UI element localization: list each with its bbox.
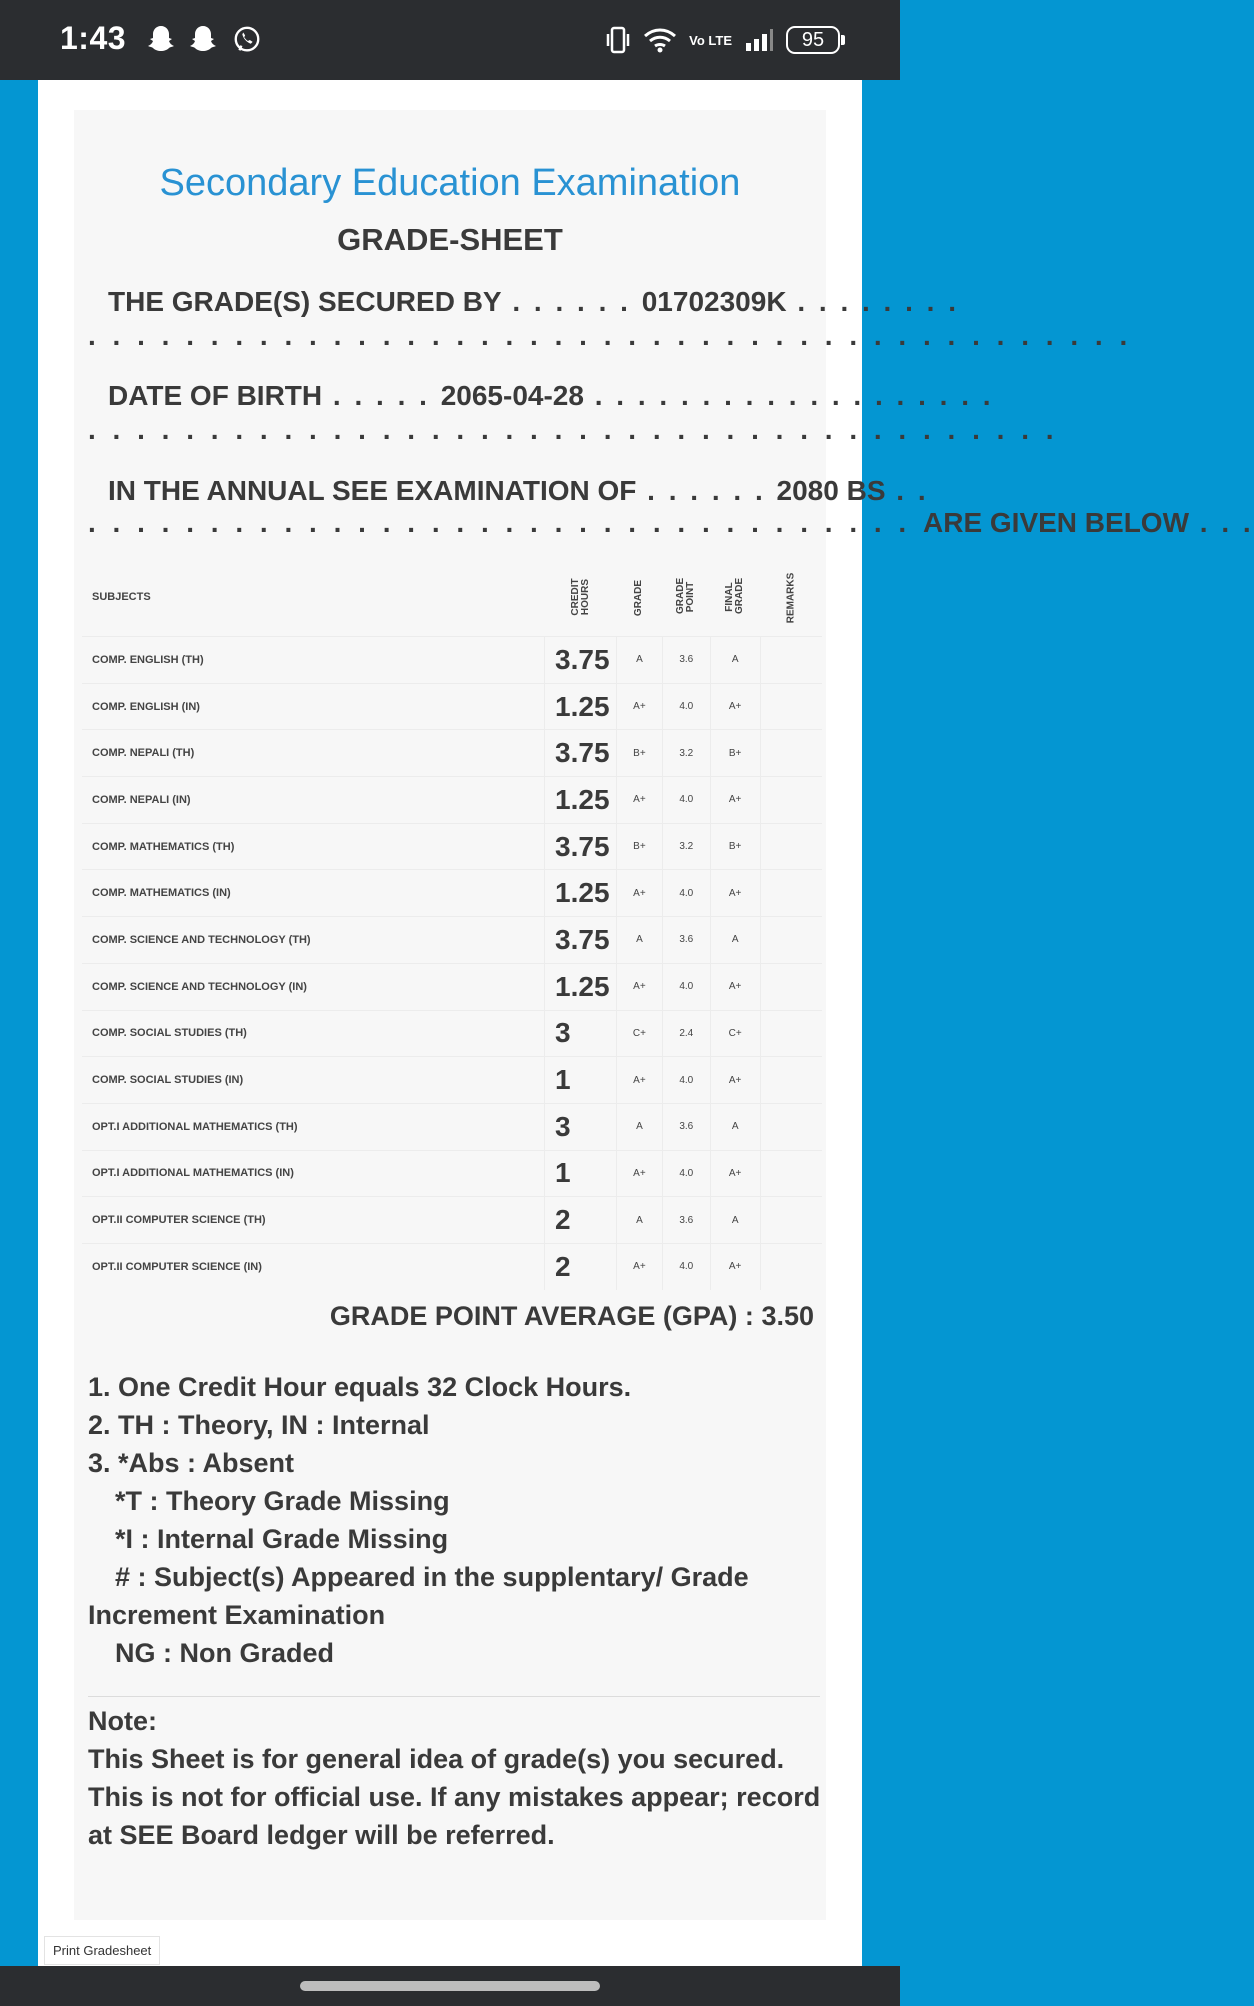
grade-cell: B+ — [616, 823, 662, 870]
grade-cell: A — [616, 1197, 662, 1244]
grade-cell: A+ — [616, 870, 662, 917]
remarks-cell — [760, 963, 822, 1010]
header-remarks: REMARKS — [785, 572, 797, 623]
final-grade-cell: A+ — [710, 1243, 760, 1289]
grade-cell: A+ — [616, 1150, 662, 1197]
table-row — [82, 823, 822, 870]
credit-hours-cell: 1 — [545, 1150, 617, 1197]
grades-table — [82, 558, 822, 1290]
grade-point-cell: 4.0 — [662, 963, 710, 1010]
subject-cell: COMP. ENGLISH (TH) — [82, 637, 545, 684]
note-item: Increment Examination — [88, 1600, 386, 1630]
subject-cell: COMP. SCIENCE AND TECHNOLOGY (TH) — [82, 917, 545, 964]
subject-cell: COMP. NEPALI (TH) — [82, 730, 545, 777]
subject-cell: OPT.II COMPUTER SCIENCE (TH) — [82, 1197, 545, 1244]
credit-hours-cell: 3.75 — [545, 917, 617, 964]
gpa-label: GRADE POINT AVERAGE (GPA) : — [329, 1301, 754, 1331]
table-row — [82, 963, 822, 1010]
final-grade-cell: A+ — [710, 1057, 760, 1104]
exam-year: 2080 BS — [776, 475, 886, 506]
subject-cell: COMP. MATHEMATICS (TH) — [82, 823, 545, 870]
volte-icon: Vo LTE — [689, 32, 732, 48]
table-row — [82, 870, 822, 917]
remarks-cell — [760, 870, 822, 917]
status-bar — [0, 0, 900, 80]
table-row — [82, 730, 822, 777]
note-heading: Note: — [88, 1706, 157, 1736]
gpa-line — [330, 1301, 814, 1332]
dob-value: 2065-04-28 — [440, 380, 584, 411]
credit-hours-cell: 3.75 — [545, 823, 617, 870]
battery-indicator: 95 — [786, 26, 840, 54]
subject-cell: OPT.II COMPUTER SCIENCE (IN) — [82, 1243, 545, 1289]
dob-line: DATE OF BIRTH . . . . . 2065-04-28 . . . . . . . . . . . . . . . . . . . — [88, 380, 818, 412]
grade-point-cell: 2.4 — [662, 1010, 710, 1057]
note-item: *T : Theory Grade Missing — [115, 1486, 450, 1516]
grade-cell: A+ — [616, 1057, 662, 1104]
notes-list — [88, 1368, 822, 1672]
dob-label: DATE OF BIRTH — [108, 380, 323, 411]
grade-point-cell: 4.0 — [662, 1150, 710, 1197]
remarks-cell — [760, 1150, 822, 1197]
remarks-cell — [760, 917, 822, 964]
subject-cell: COMP. SOCIAL STUDIES (IN) — [82, 1057, 545, 1104]
table-row — [82, 1010, 822, 1057]
divider — [88, 1696, 820, 1697]
table-row — [82, 1150, 822, 1197]
subject-cell: COMP. MATHEMATICS (IN) — [82, 870, 545, 917]
wifi-icon — [643, 26, 677, 54]
dots-filler: . . . . . . . . . . . . . . . . . . . . . . . . . . . . . . . . . . . . . . . . — [88, 414, 1059, 445]
exam-title: Secondary Education Examination — [159, 162, 741, 204]
remarks-cell — [760, 1197, 822, 1244]
table-row — [82, 1197, 822, 1244]
note-item: 1. One Credit Hour equals 32 Clock Hours. — [88, 1372, 632, 1402]
remarks-cell — [760, 1057, 822, 1104]
grade-cell: A+ — [616, 683, 662, 730]
grade-cell: A+ — [616, 1243, 662, 1289]
exam-label: IN THE ANNUAL SEE EXAMINATION OF — [108, 475, 637, 506]
home-gesture-handle[interactable] — [300, 1981, 600, 1991]
print-gradesheet-button[interactable]: Print Gradesheet — [44, 1936, 160, 1965]
secured-by-line: THE GRADE(S) SECURED BY . . . . . . 01702309K . . . . . . . . — [88, 286, 818, 318]
header-subjects: SUBJECTS — [92, 591, 151, 603]
subject-cell: COMP. ENGLISH (IN) — [82, 683, 545, 730]
note-item: 3. *Abs : Absent — [88, 1448, 295, 1478]
table-row — [82, 683, 822, 730]
viber-icon — [232, 24, 262, 56]
remarks-cell — [760, 1243, 822, 1289]
credit-hours-cell: 3 — [545, 1103, 617, 1150]
final-grade-cell: A — [710, 637, 760, 684]
remarks-cell — [760, 1103, 822, 1150]
final-grade-cell: C+ — [710, 1010, 760, 1057]
remarks-cell — [760, 730, 822, 777]
final-grade-cell: A — [710, 1103, 760, 1150]
remarks-cell — [760, 637, 822, 684]
gpa-value: 3.50 — [761, 1301, 814, 1331]
grade-point-cell: 3.6 — [662, 637, 710, 684]
grade-point-cell: 4.0 — [662, 1057, 710, 1104]
grade-point-cell: 3.6 — [662, 1197, 710, 1244]
grade-point-cell: 3.2 — [662, 730, 710, 777]
signal-icon — [744, 27, 774, 53]
grade-cell: A+ — [616, 963, 662, 1010]
navigation-bar — [0, 1966, 900, 2006]
exam-line: IN THE ANNUAL SEE EXAMINATION OF . . . . . . 2080 BS . . — [88, 475, 818, 507]
credit-hours-cell: 2 — [545, 1197, 617, 1244]
snapchat-icon — [146, 24, 176, 56]
final-grade-cell: A — [710, 1197, 760, 1244]
note-item: NG : Non Graded — [115, 1638, 335, 1668]
disclaimer — [88, 1702, 822, 1854]
subject-cell: OPT.I ADDITIONAL MATHEMATICS (TH) — [82, 1103, 545, 1150]
final-grade-cell: B+ — [710, 730, 760, 777]
table-row — [82, 1057, 822, 1104]
credit-hours-cell: 1.25 — [545, 963, 617, 1010]
subject-cell: COMP. SCIENCE AND TECHNOLOGY (IN) — [82, 963, 545, 1010]
table-row — [82, 1103, 822, 1150]
remarks-cell — [760, 683, 822, 730]
header-grade: GRADE — [633, 579, 645, 616]
final-grade-cell: A+ — [710, 1150, 760, 1197]
grade-cell: C+ — [616, 1010, 662, 1057]
remarks-cell — [760, 1010, 822, 1057]
credit-hours-cell: 1.25 — [545, 777, 617, 824]
grade-cell: A+ — [616, 777, 662, 824]
grade-cell: A — [616, 637, 662, 684]
page-frame — [38, 80, 1254, 1966]
vibrate-icon — [605, 25, 631, 55]
snapchat-icon-2 — [188, 24, 218, 56]
grade-point-cell: 4.0 — [662, 1243, 710, 1289]
note-item: *I : Internal Grade Missing — [115, 1524, 449, 1554]
given-below-line: . . . . . . . . . . . . . . . . . . . . . . . . . . . . . . . . . . ARE GIVEN BELOW . . . — [88, 507, 1254, 538]
table-row — [82, 637, 822, 684]
credit-hours-cell: 1 — [545, 1057, 617, 1104]
table-row — [82, 1243, 822, 1289]
grade-cell: A — [616, 917, 662, 964]
note-item: # : Subject(s) Appeared in the supplentary/ Grade — [115, 1562, 749, 1592]
remarks-cell — [760, 777, 822, 824]
subject-cell: COMP. NEPALI (IN) — [82, 777, 545, 824]
table-row — [82, 777, 822, 824]
status-icons — [605, 18, 840, 62]
dots-filler: . . . . . . . . . . . . . . . . . . . . . . . . . . . . . . . . . . . . . . . . . . . — [88, 320, 1132, 351]
subject-cell: OPT.I ADDITIONAL MATHEMATICS (IN) — [82, 1150, 545, 1197]
remarks-cell — [760, 823, 822, 870]
note-item: 2. TH : Theory, IN : Internal — [88, 1410, 430, 1440]
grade-point-cell: 4.0 — [662, 777, 710, 824]
subject-cell: COMP. SOCIAL STUDIES (TH) — [82, 1010, 545, 1057]
secured-by-label: THE GRADE(S) SECURED BY — [108, 286, 502, 317]
credit-hours-cell: 3 — [545, 1010, 617, 1057]
header-credit-hours: CREDIT HOURS — [569, 578, 591, 616]
grade-cell: B+ — [616, 730, 662, 777]
table-header-row — [82, 558, 822, 637]
grade-point-cell: 3.2 — [662, 823, 710, 870]
grade-point-cell: 3.6 — [662, 917, 710, 964]
final-grade-cell: B+ — [710, 823, 760, 870]
credit-hours-cell: 1.25 — [545, 683, 617, 730]
grade-point-cell: 4.0 — [662, 683, 710, 730]
credit-hours-cell: 3.75 — [545, 730, 617, 777]
credit-hours-cell: 2 — [545, 1243, 617, 1289]
header-final-grade: FINAL GRADE — [724, 577, 746, 614]
final-grade-cell: A+ — [710, 870, 760, 917]
student-id: 01702309K — [641, 286, 787, 317]
grade-sheet — [74, 110, 1254, 1920]
grade-point-cell: 3.6 — [662, 1103, 710, 1150]
header-grade-point: GRADE POINT — [675, 577, 697, 614]
credit-hours-cell: 3.75 — [545, 637, 617, 684]
given-below: ARE GIVEN BELOW — [923, 507, 1190, 538]
note-text: This Sheet is for general idea of grade(s) you secured. This is not for official use. If any mistakes appear; record at SEE Board ledger will be referred. — [88, 1744, 821, 1850]
grade-point-cell: 4.0 — [662, 870, 710, 917]
final-grade-cell: A+ — [710, 777, 760, 824]
credit-hours-cell: 1.25 — [545, 870, 617, 917]
status-time: 1:43 — [60, 20, 127, 56]
final-grade-cell: A+ — [710, 683, 760, 730]
sheet-subtitle: GRADE-SHEET — [337, 222, 563, 257]
table-row — [82, 917, 822, 964]
final-grade-cell: A — [710, 917, 760, 964]
grade-cell: A — [616, 1103, 662, 1150]
final-grade-cell: A+ — [710, 963, 760, 1010]
